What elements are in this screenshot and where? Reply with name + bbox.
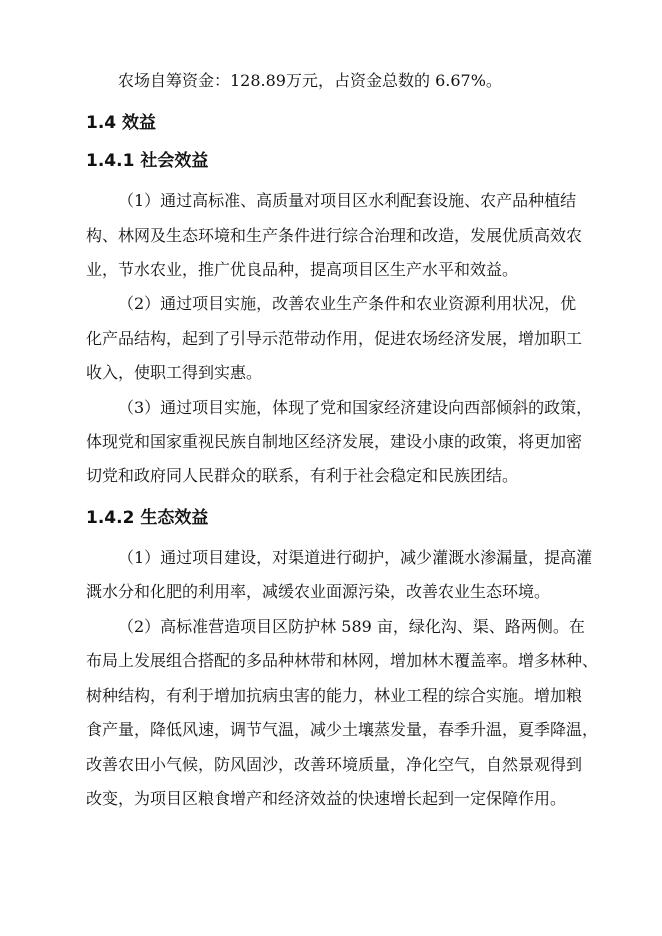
- paragraph-line: 溉水分和化肥的利用率，减缓农业面源污染，改善农业生态环境。: [86, 582, 551, 601]
- section-heading-1-4-2: 1.4.2 生态效益: [86, 508, 209, 528]
- paragraph-line: 食产量，降低风速，调节气温，减少土壤蒸发量，春季升温，夏季降温，: [86, 720, 599, 739]
- paragraph-line: 业，节水农业，推广优良品种，提高项目区生产水平和效益。: [86, 260, 519, 279]
- paragraph-line: 化产品结构，起到了引导示范带动作用，促进农场经济发展，增加职工: [86, 329, 583, 348]
- paragraph-line: 布局上发展组合搭配的多品种林带和林网，增加林木覆盖率。增多林种、: [86, 651, 599, 670]
- paragraph-line: （1）通过高标准、高质量对项目区水利配套设施、农产品种植结: [118, 191, 577, 210]
- paragraph-line: （2）通过项目实施，改善农业生产条件和农业资源利用状况，优: [118, 294, 577, 313]
- funding-line: 农场自筹资金：128.89万元，占资金总数的 6.67%。: [118, 71, 502, 90]
- paragraph-line: 改变，为项目区粮食增产和经济效益的快速增长起到一定保障作用。: [86, 789, 567, 808]
- paragraph-line: 构、林网及生态环境和生产条件进行综合治理和改造，发展优质高效农: [86, 226, 583, 245]
- paragraph-line: 改善农田小气候，防风固沙，改善环境质量，净化空气，自然景观得到: [86, 755, 583, 774]
- paragraph-line: 收入，使职工得到实惠。: [86, 363, 263, 382]
- paragraph-line: （3）通过项目实施，体现了党和国家经济建设向西部倾斜的政策，: [118, 398, 593, 417]
- paragraph-line: 树种结构，有利于增加抗病虫害的能力，林业工程的综合实施。增加粮: [86, 686, 583, 705]
- section-heading-1-4-1: 1.4.1 社会效益: [86, 151, 209, 171]
- paragraph-line: （2）高标准营造项目区防护林 589 亩，绿化沟、渠、路两侧。在: [118, 617, 585, 636]
- paragraph-line: （1）通过项目建设，对渠道进行砌护，减少灌溉水渗漏量，提高灌: [118, 548, 593, 567]
- paragraph-line: 体现党和国家重视民族自制地区经济发展，建设小康的政策，将更加密: [86, 432, 583, 451]
- section-heading-1-4: 1.4 效益: [86, 113, 157, 133]
- paragraph-line: 切党和政府同人民群众的联系，有利于社会稳定和民族团结。: [86, 466, 519, 485]
